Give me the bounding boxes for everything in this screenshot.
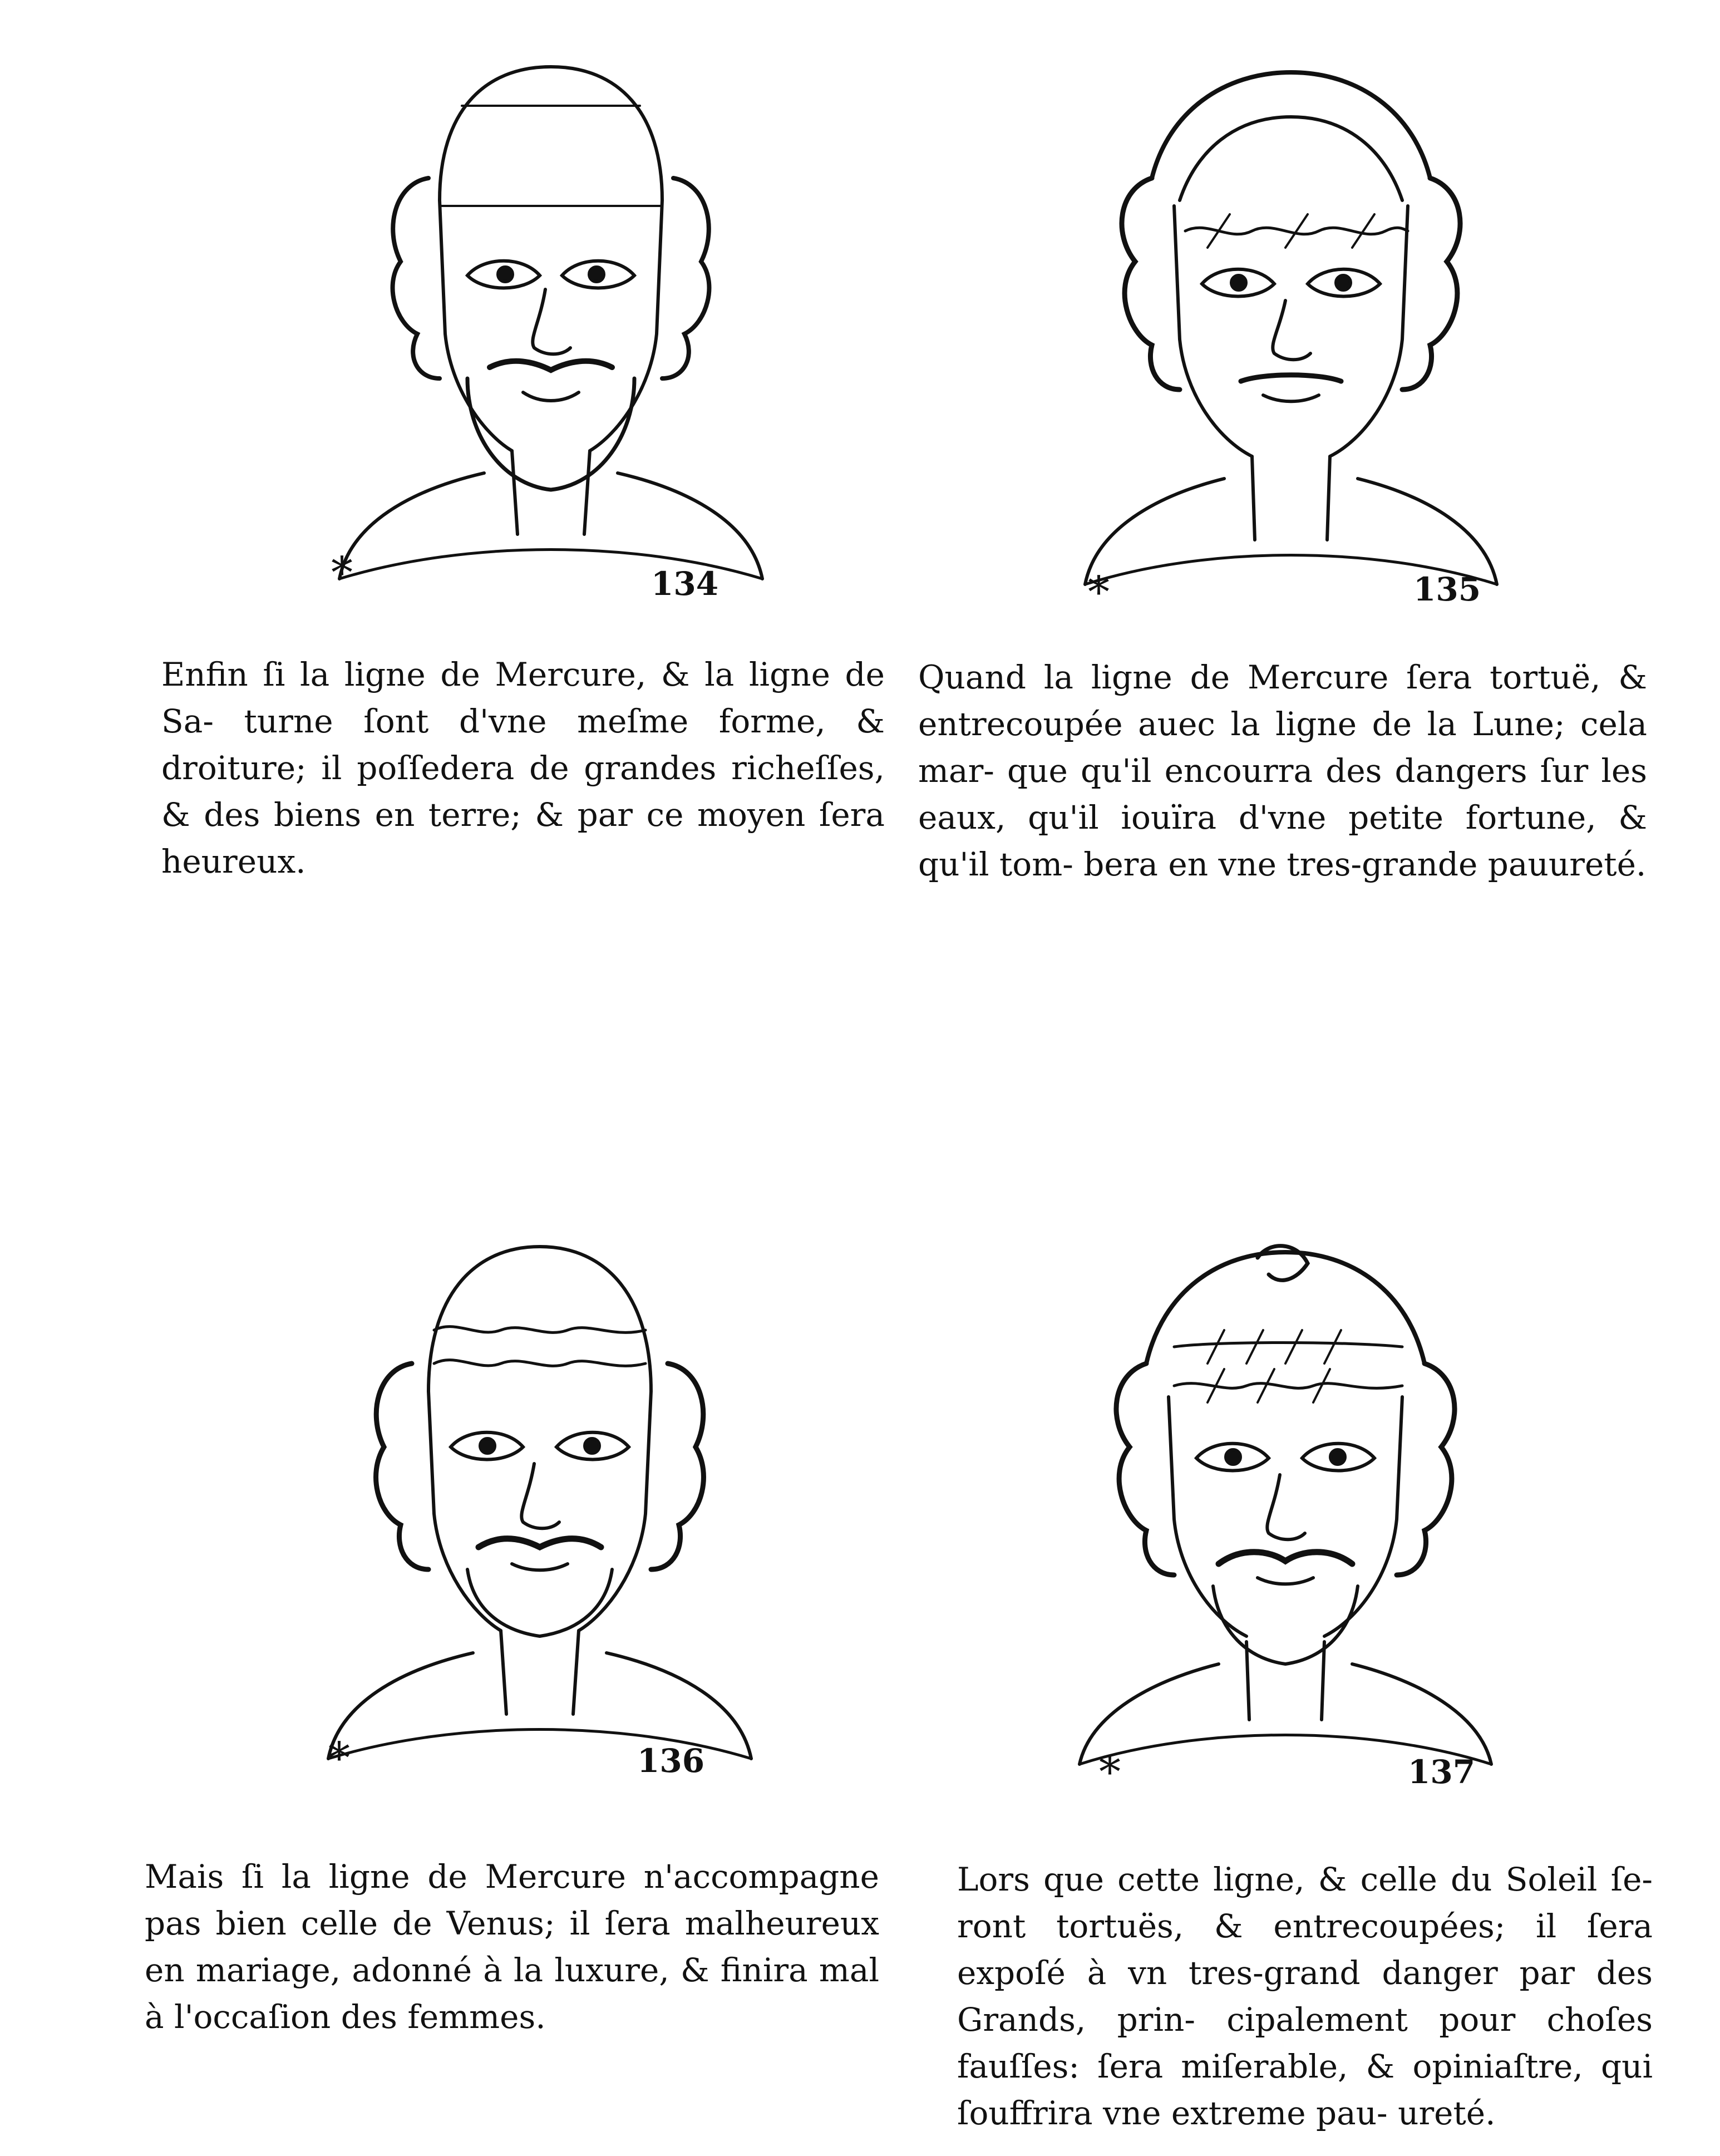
caption-135: Quand la ligne de Mercure ſera tortuë, & entrecoupée auec la ligne de la Lune; cela mar- que qu'il encourra des dangers ſur les eaux, qu'il iouïra d'vne petite fortune, & qu'il tom- bera en vne tres-grande pauureté.	[918, 658, 1647, 883]
star-mark-136: *	[328, 1734, 350, 1784]
plate-number-134: 134	[651, 565, 719, 603]
plate-number-135: 135	[1413, 570, 1481, 608]
face-illustration-134	[300, 45, 801, 601]
star-mark-134: *	[331, 548, 353, 598]
star-mark-135: *	[1088, 568, 1110, 618]
face-illustration-136	[289, 1224, 790, 1781]
face-illustration-135	[1041, 50, 1541, 607]
plate-number-137: 137	[1408, 1753, 1476, 1791]
plate-number-136: 136	[637, 1742, 705, 1780]
caption-134: Enfin ſi la ligne de Mercure, & la ligne de Sa- turne ſont d'vne meſme forme, & droiture; il poſſedera de grandes richeſſes, & des biens en terre; & par ce moyen ſera heureux.	[161, 656, 885, 880]
face-illustration-137	[1035, 1230, 1536, 1786]
star-mark-137: *	[1099, 1748, 1121, 1798]
caption-136: Mais ſi la ligne de Mercure n'accompagne pas bien celle de Venus; il ſera malheureux en mariage, adonné à la luxure, & finira mal à l'occaſion des femmes.	[145, 1858, 879, 2036]
caption-137: Lors que cette ligne, & celle du Soleil ſe- ront tortuës, & entrecoupées; il ſera expoſé à vn tres-grand danger par des Grands, prin- cipalement pour choſes fauſſes: ſera miſerable, & opiniaſtre, qui ſouffrira vne extreme pau- ureté.	[957, 1860, 1653, 2132]
